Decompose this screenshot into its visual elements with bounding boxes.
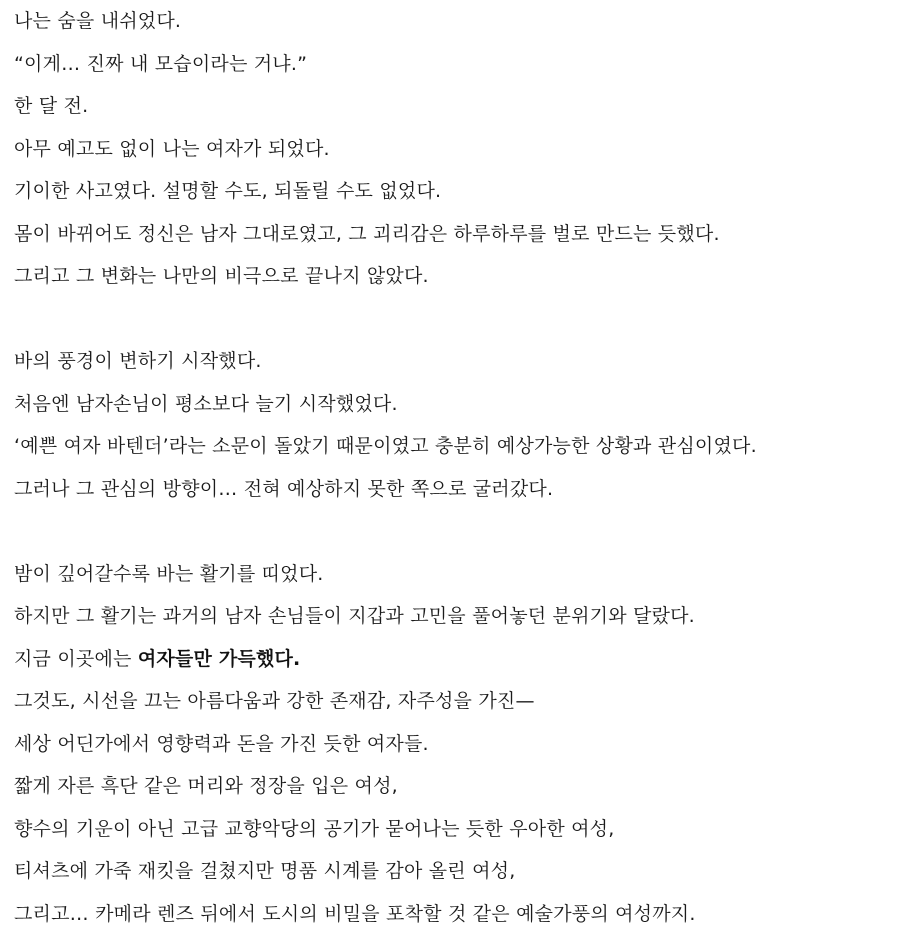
text-line: 바의 풍경이 변하기 시작했다. — [14, 350, 262, 372]
text-line: 그러나 그 관심의 방향이… 전혀 예상하지 못한 쪽으로 굴러갔다. — [14, 477, 554, 500]
text-line: 하지만 그 활기는 과거의 남자 손님들이 지갑과 고민을 풀어놓던 분위기와 달랐다. — [14, 605, 695, 627]
text-line: 그것도, 시선을 끄는 아름다움과 강한 존재감, 자주성을 가진— — [14, 690, 535, 712]
text-line: 몸이 바뀌어도 정신은 남자 그대로였고, 그 괴리감은 하루하루를 벌로 만드는 듯했다. — [14, 222, 720, 245]
emphasis-line — [14, 638, 894, 681]
document-body — [14, 0, 894, 935]
dialogue-line: “이게… 진짜 내 모습이라는 거냐.” — [14, 52, 308, 75]
text-line: 아무 예고도 없이 나는 여자가 되었다. — [14, 137, 330, 160]
text-line: 나는 숨을 내쉬었다. — [14, 10, 182, 32]
text-line: 밤이 깊어갈수록 바는 활기를 띠었다. — [14, 562, 324, 585]
text-line: 향수의 기운이 아닌 고급 교향악당의 공기가 묻어나는 듯한 우아한 여성, — [14, 817, 615, 840]
text-line: ‘예쁜 여자 바텐더’라는 소문이 돌았기 때문이였고 충분히 예상가능한 상황과 관심이였다. — [14, 435, 757, 457]
paragraph-3 — [14, 553, 894, 936]
text-line: 그리고… 카메라 렌즈 뒤에서 도시의 비밀을 포착할 것 같은 예술가풍의 여성까지. — [14, 902, 696, 925]
paragraph-break — [14, 510, 894, 553]
text-line: 처음엔 남자손님이 평소보다 늘기 시작했었다. — [14, 392, 398, 415]
text-line: 티셔츠에 가죽 재킷을 걸쳤지만 명품 시계를 감아 올린 여성, — [14, 860, 516, 882]
paragraph-2 — [14, 340, 894, 510]
text-line: 세상 어딘가에서 영향력과 돈을 가진 듯한 여자들. — [14, 732, 429, 755]
text-line: 기이한 사고였다. 설명할 수도, 되돌릴 수도 없었다. — [14, 180, 442, 202]
text-line: 그리고 그 변화는 나만의 비극으로 끝나지 않았다. — [14, 265, 429, 287]
emphasis-prefix: 지금 이곳에는 — [14, 647, 138, 670]
emphasis-bold-text: 여자들만 가득했다. — [137, 647, 301, 670]
text-line: 한 달 전. — [14, 95, 89, 117]
text-line: 짧게 자른 흑단 같은 머리와 정장을 입은 여성, — [14, 775, 398, 797]
paragraph-1 — [14, 0, 894, 298]
paragraph-break — [14, 298, 894, 341]
